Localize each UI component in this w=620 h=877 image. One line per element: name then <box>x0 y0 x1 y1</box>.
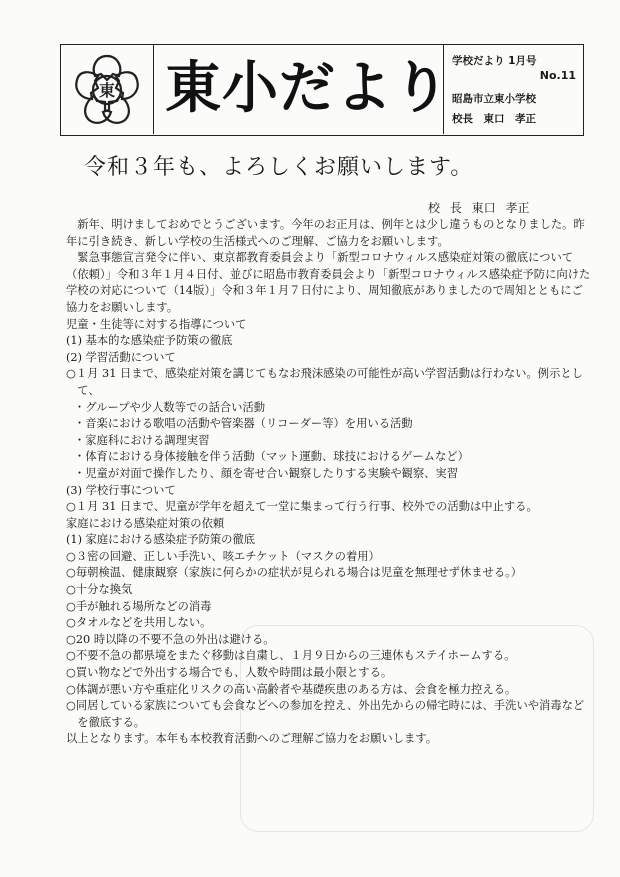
subsection-heading: (1) 家庭における感染症予防策の徹底 <box>66 533 256 547</box>
issue-info <box>443 45 584 134</box>
list-item: ○十分な換気 <box>66 583 133 597</box>
newsletter-title: 東小だより <box>165 56 450 121</box>
list-item: ○体調が悪い方や重症化リスクの高い高齢者や基礎疾患のある方は、会食を極力控える。 <box>66 682 517 696</box>
subsection-heading: (3) 学校行事について <box>66 483 176 497</box>
issue-number: No.11 <box>539 69 576 82</box>
list-item: ○毎朝検温、健康観察（家族に何らかの症状が見られる場合は児童を無理せず休ませる。） <box>66 566 523 580</box>
school-name: 昭島市立東小学校 <box>452 93 536 105</box>
subsection-heading: (1) 基本的な感染症予防策の徹底 <box>66 334 233 348</box>
article-author: 校 長 東口 孝正 <box>428 201 530 215</box>
paragraph: 緊急事態宣言発令に伴い、東京都教育委員会より「新型コロナウィルス感染症対策の徹底について（依頼）」令和３年１月４日付、並びに昭島市教育委員会より「新型コロナウィルス感染症予防に向けた学校の対応について（14版）」令和３年１月７日付により、周知徹底がありましたので周知とともにご協力をお願いします。 <box>66 251 591 314</box>
list-item: ○３密の回避、正しい手洗い、咳エチケット（マスクの着用） <box>66 549 380 563</box>
issue-label: 学校だより 1月号 <box>452 55 537 67</box>
cherry-blossom-emblem-icon <box>67 50 147 130</box>
article-body <box>66 217 592 748</box>
list-item: ○１月 31 日まで、感染症対策を講じてもなお飛沫感染の可能性が高い学習活動は行わない。例示として、 <box>66 367 583 397</box>
article-headline: 令和３年も、よろしくお願いします。 <box>84 155 474 180</box>
subsection-heading: (2) 学習活動について <box>66 350 176 364</box>
list-item: ○買い物などで外出する場合でも、人数や時間は最小限とする。 <box>66 666 393 680</box>
list-item: ○タオルなどを共用しない。 <box>66 616 212 630</box>
closing-text: 以上となります。本年も本校教育活動へのご理解ご協力をお願いします。 <box>66 732 437 746</box>
section-heading: 家庭における感染症対策の依頼 <box>66 516 225 530</box>
svg-text:東: 東 <box>98 81 116 100</box>
principal-name: 校長 東口 孝正 <box>452 113 536 125</box>
example-item: ・グループや少人数等での話合い活動 <box>73 400 266 414</box>
section-heading: 児童・生徒等に対する指導について <box>66 317 247 331</box>
school-emblem <box>61 45 154 134</box>
example-item: ・音楽における歌唱の活動や管楽器（リコーダー等）を用いる活動 <box>73 417 413 431</box>
list-item: ○20 時以降の不要不急の外出は避ける。 <box>66 632 275 646</box>
list-item: ○１月 31 日まで、児童が学年を超えて一堂に集まって行う行事、校外での活動は中止する。 <box>66 500 538 514</box>
example-item: ・体育における身体接触を伴う活動（マット運動、球技におけるゲームなど） <box>73 450 469 464</box>
example-item: ・児童が対面で操作したり、顔を寄せ合い観察したりする実験や観察、実習 <box>73 466 459 480</box>
list-item: ○同居している家族についても会食などへの参加を控え、外出先からの帰宅時には、手洗いや消毒などを徹底する。 <box>66 699 585 729</box>
list-item: ○手が触れる場所などの消毒 <box>66 599 212 613</box>
example-item: ・家庭科における調理実習 <box>73 433 210 447</box>
masthead <box>60 44 584 136</box>
list-item: ○不要不急の都県境をまたぐ移動は自粛し、１月９日からの三連休もステイホームする。 <box>66 649 516 663</box>
paragraph: 新年、明けましておめでとうございます。今年のお正月は、例年とは少し違うものとなりました。昨年に引き続き、新しい学校の生活様式へのご理解、ご協力をお願いします。 <box>66 218 585 248</box>
